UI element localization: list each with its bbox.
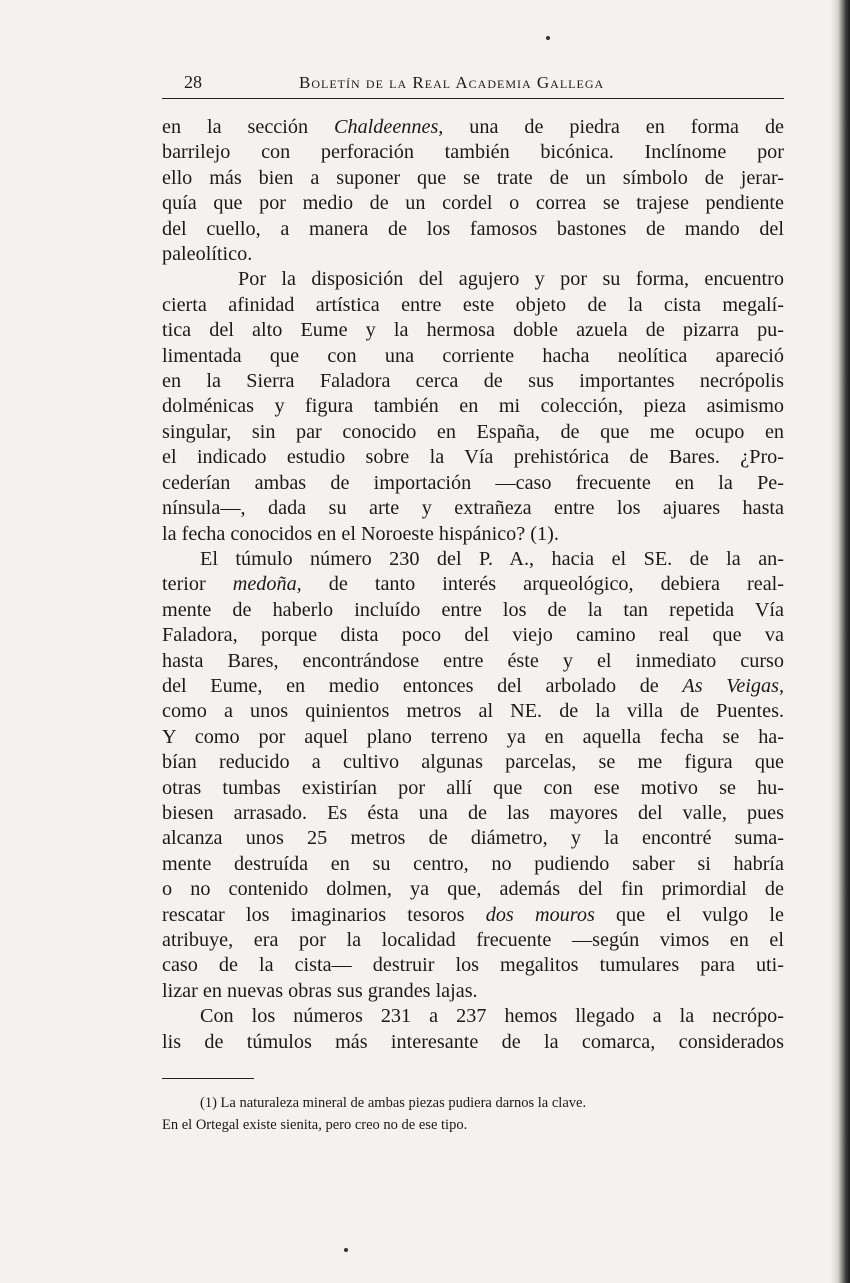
text-line: mente de haberlo incluído entre los de la tan repetida Vía xyxy=(162,598,784,621)
text-line: rescatar los imaginarios tesoros dos mouros que el vulgo le xyxy=(162,903,784,926)
footnote-separator xyxy=(162,1078,254,1079)
running-title: Boletín de la Real Academia Gallega xyxy=(299,73,605,92)
text-line: atribuye, era por la localidad frecuente —según vimos en el xyxy=(162,929,784,951)
text-line: paleolítico. xyxy=(162,243,253,266)
italic-term: dos mouros xyxy=(485,903,595,926)
text-line: barrilejo con perforación también bicónica. Inclínome por xyxy=(162,141,784,164)
italic-term: Chaldeennes, xyxy=(334,116,444,138)
page-number: 28 xyxy=(184,72,202,92)
book-spine-shadow xyxy=(830,0,850,1283)
text-line: singular, sin par conocido en España, de que me ocupo en xyxy=(162,420,784,443)
text-line: caso de la cista— destruir los megalitos tumulares para uti- xyxy=(162,954,784,977)
text-line: ello más bien a suponer que se trate de un símbolo de jerar- xyxy=(162,166,784,189)
text-line: mente destruída en su centro, no pudiendo saber si habría xyxy=(162,852,784,875)
text-line: Con los números 231 a 237 hemos llegado a la necrópo- xyxy=(200,1005,784,1028)
italic-term: As Veigas, xyxy=(682,674,784,697)
footnote-line: (1) La naturaleza mineral de ambas piezas pudiera darnos la clave. xyxy=(200,1095,587,1111)
text-line: lis de túmulos más interesante de la comarca, considerados xyxy=(162,1030,784,1053)
text-line: biesen arrasado. Es ésta una de las mayores del valle, pues xyxy=(162,801,784,824)
italic-term: medoña, xyxy=(232,573,302,596)
text-line: cierta afinidad artística entre este objeto de la cista megalí- xyxy=(162,293,784,316)
footnote-line: En el Ortegal existe sienita, pero creo no de ese tipo. xyxy=(162,1117,468,1133)
text-line: lizar en nuevas obras sus grandes lajas. xyxy=(162,979,478,1002)
text-line: cederían ambas de importación —caso frecuente en la Pe- xyxy=(162,471,784,494)
ink-speck xyxy=(546,36,550,40)
text-line: Faladora, porque dista poco del viejo camino real que va xyxy=(162,624,784,647)
text-line: El túmulo número 230 del P. A., hacia el SE. de la an- xyxy=(200,547,784,570)
text-line: tica del alto Eume y la hermosa doble azuela de pizarra pu- xyxy=(162,319,784,342)
text-line: del cuello, a manera de los famosos bastones de mando del xyxy=(162,217,784,240)
text-line: en la Sierra Faladora cerca de sus importantes necrópolis xyxy=(162,370,784,393)
paragraph-2 xyxy=(162,267,784,546)
body-text xyxy=(162,115,784,1055)
text-line: en la sección Chaldeennes, una de piedra en forma de xyxy=(162,116,785,138)
text-line: hasta Bares, encontrándose entre éste y el inmediato curso xyxy=(162,649,784,672)
text-line: el indicado estudio sobre la Vía prehistórica de Bares. ¿Pro- xyxy=(162,446,784,469)
text-line: quía que por medio de un cordel o correa se trajese pendiente xyxy=(162,192,784,215)
text-line: dolménicas y figura también en mi colección, pieza asimismo xyxy=(162,395,784,418)
text-line: Por la disposición del agujero y por su forma, encuentro xyxy=(238,268,784,291)
paragraph-4 xyxy=(162,1004,784,1055)
text-line: otras tumbas existirían por allí que con ese motivo se hu- xyxy=(162,776,784,799)
footnote xyxy=(162,1092,784,1136)
page-header xyxy=(162,70,784,99)
text-line: terior medoña, de tanto interés arqueológico, debiera real- xyxy=(162,573,784,596)
text-line: Y como por aquel plano terreno ya en aquella fecha se ha- xyxy=(162,725,784,748)
text-line: como a unos quinientos metros al NE. de la villa de Puentes. xyxy=(162,700,784,723)
text-line: bían reducido a cultivo algunas parcelas, se me figura que xyxy=(162,751,784,774)
ink-speck xyxy=(344,1248,348,1252)
text-line: limentada que con una corriente hacha neolítica apareció xyxy=(162,344,784,367)
text-line: alcanza unos 25 metros de diámetro, y la encontré suma- xyxy=(162,827,784,850)
paragraph-1 xyxy=(162,115,784,267)
text-line: o no contenido dolmen, ya que, además del fin primordial de xyxy=(162,878,784,901)
text-line: la fecha conocidos en el Noroeste hispánico? (1). xyxy=(162,522,559,545)
paragraph-3 xyxy=(162,547,784,1004)
text-line: nínsula—, dada su arte y extrañeza entre los ajuares hasta xyxy=(162,497,784,520)
text-line: del Eume, en medio entonces del arbolado de As Veigas, xyxy=(162,674,784,697)
